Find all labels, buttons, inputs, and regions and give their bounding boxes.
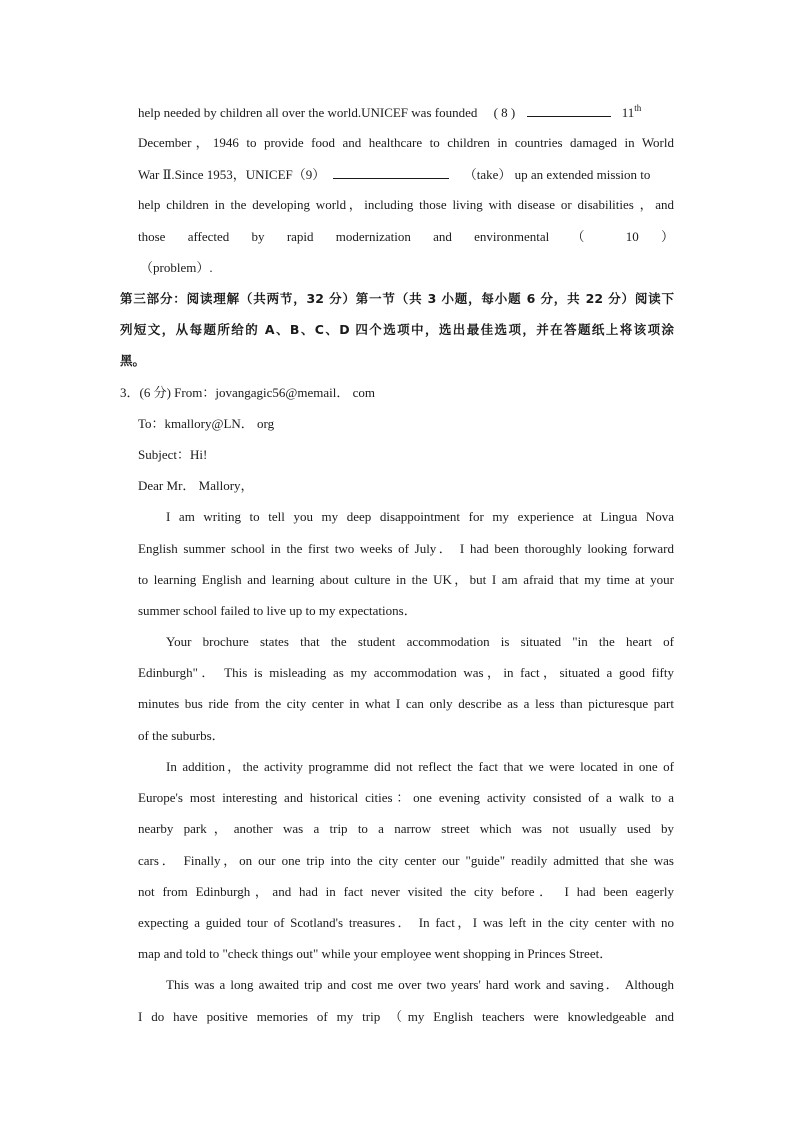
cloze-line-2: December，1946 to provide food and healthcare to children in countries damaged in World	[138, 135, 674, 150]
cloze-text: （take） up an extended mission to	[463, 167, 651, 182]
body-line: In addition，the activity programme did not reflect the fact that we were located in one of	[166, 759, 674, 774]
email-subject: Subject：Hi!	[138, 447, 208, 462]
cloze-line-4: help children in the developing world，including those living with disease or disabilities ，and	[138, 197, 674, 212]
cloze-line-1	[138, 104, 674, 121]
cloze-text: help needed by children all over the world.UNICEF was founded ( 8 )	[138, 105, 516, 120]
superscript: th	[634, 102, 642, 113]
body-line: expecting a guided tour of Scotland's treasures． In fact，I was left in the city center with no	[138, 915, 674, 930]
section-header-line-2: 列短文，从每题所给的 A、B、C、D 四个选项中，选出最佳选项，并在答题纸上将该项涂	[120, 322, 674, 337]
body-line: I am writing to tell you my deep disappointment for my experience at Lingua Nova	[166, 509, 674, 524]
section-header-line-3: 黑。	[120, 353, 146, 368]
cloze-text: 11	[621, 105, 635, 120]
email-to: To：kmallory@LN． org	[138, 416, 275, 431]
body-line: Your brochure states that the student accommodation is situated "in the heart of	[166, 634, 674, 649]
cloze-line-6: （problem）.	[140, 260, 213, 275]
body-line: Edinburgh"． This is misleading as my accommodation was，in fact，situated a good fifty	[138, 665, 674, 680]
email-greeting: Dear Mr． Mallory，	[138, 478, 254, 493]
body-line: minutes bus ride from the city center in what I can only describe as a less than picturesque part	[138, 696, 674, 711]
body-line: cars． Finally，on our one trip into the city center our "guide" readily admitted that she was	[138, 853, 674, 868]
body-line: I do have positive memories of my trip （my English teachers were knowledgeable and	[138, 1009, 674, 1024]
body-line: not from Edinburgh，and had in fact never visited the city before． I had been eagerly	[138, 884, 674, 899]
body-line: of the suburbs．	[138, 728, 225, 743]
body-line: to learning English and learning about culture in the UK，but I am afraid that my time at your	[138, 572, 674, 587]
body-line: map and told to "check things out" while your employee went shopping in Princes Street．	[138, 946, 613, 961]
body-line: summer school failed to live up to my expectations．	[138, 603, 417, 618]
email-from: 3．(6 分) From：jovangagic56@memail． com	[120, 385, 375, 400]
cloze-text: War Ⅱ.Since 1953，UNICEF（9）	[138, 167, 326, 182]
cloze-line-3	[138, 166, 674, 183]
body-line: nearby park，another was a trip to a narrow street which was not usually used by	[138, 821, 674, 836]
body-line: This was a long awaited trip and cost me over two years' hard work and saving． Although	[166, 977, 674, 992]
answer-blank-9[interactable]	[333, 166, 449, 179]
body-line: English summer school in the first two weeks of July． I had been thoroughly looking forward	[138, 541, 674, 556]
answer-blank-8[interactable]	[527, 104, 611, 117]
body-line: Europe's most interesting and historical cities：one evening activity consisted of a walk to a	[138, 790, 674, 805]
section-header-line-1: 第三部分：阅读理解（共两节，32 分）第一节（共 3 小题，每小题 6 分，共 22 分）阅读下	[120, 291, 674, 306]
cloze-line-5: those affected by rapid modernization and environmental （ 10 ）	[138, 229, 674, 244]
